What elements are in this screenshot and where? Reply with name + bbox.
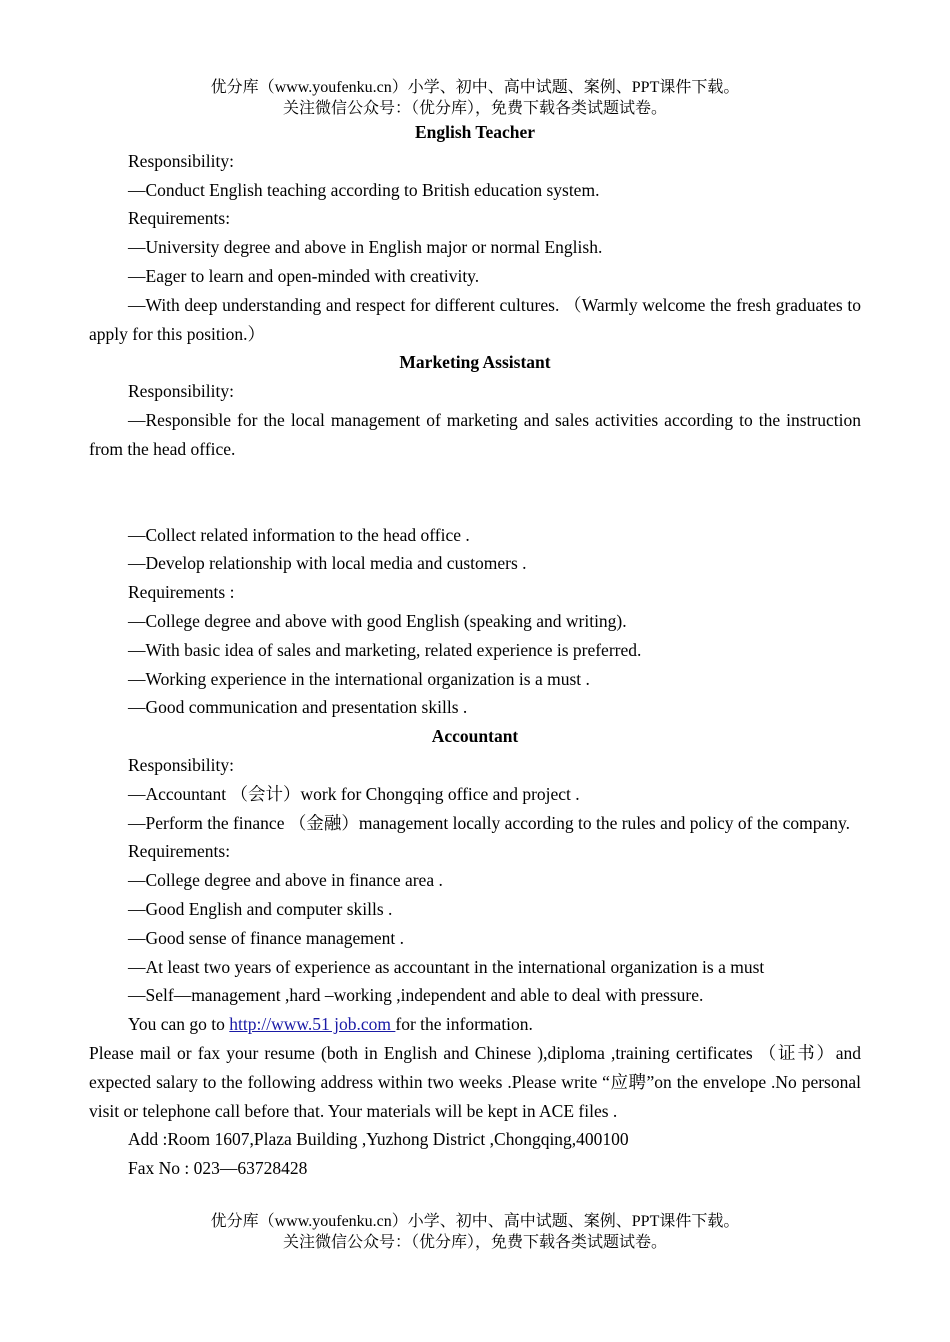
requirement-item: —Working experience in the international organization is a must .: [128, 668, 590, 689]
requirement-item: —With basic idea of sales and marketing, related experience is preferred.: [128, 639, 642, 660]
section-title-english-teacher: English Teacher: [414, 122, 536, 142]
blank-space: [89, 464, 861, 521]
requirement-item: —At least two years of experience as accountant in the international organization is a must: [128, 956, 765, 977]
requirement-item: —Good English and computer skills .: [128, 898, 393, 919]
requirements-label: Requirements:: [128, 208, 231, 229]
footer-line-2: 关注微信公众号：（优分库），免费下载各类试题试卷。: [282, 1234, 667, 1251]
requirement-item: —College degree and above with good English (speaking and writing).: [128, 610, 627, 631]
application-instructions: Please mail or fax your resume (both in English and Chinese ),diploma ,training certificates （证书）and expected salary to the following address within two weeks .Please write “应聘”on the envelope .No personal visit or telephone call before that. Your materials will be kept in ACE files .: [89, 1042, 861, 1121]
info-suffix: for the information.: [395, 1014, 533, 1035]
requirement-item: —Eager to learn and open-minded with creativity.: [128, 265, 480, 286]
page-footer: [0, 1211, 950, 1253]
requirement-item: —Self—management ,hard –working ,independent and able to deal with pressure.: [128, 985, 704, 1006]
responsibility-item: —Responsible for the local management of marketing and sales activities according to the instruction from the head office.: [89, 409, 861, 459]
info-link-line: [89, 1010, 861, 1039]
responsibility-item: —Collect related information to the head office .: [128, 524, 470, 545]
responsibility-item: —Perform the finance （金融）management locally according to the rules and policy of the company.: [128, 812, 850, 833]
responsibility-label: Responsibility:: [128, 754, 234, 775]
page-header: [0, 77, 950, 119]
website-link[interactable]: http://www.51 job.com: [229, 1014, 396, 1035]
responsibility-label: Responsibility:: [128, 150, 234, 171]
requirements-label: Requirements:: [128, 841, 231, 862]
responsibility-item: —Develop relationship with local media and customers .: [128, 553, 527, 574]
document-body: [89, 118, 861, 1183]
responsibility-item: —Conduct English teaching according to British education system.: [128, 179, 600, 200]
footer-line-1: 优分库（www.youfenku.cn）小学、初中、高中试题、案例、PPT课件下载。: [210, 1213, 740, 1230]
responsibility-item: —Accountant （会计）work for Chongqing office and project .: [128, 783, 580, 804]
requirement-item: —Good communication and presentation skills .: [128, 697, 468, 718]
requirement-item: —Good sense of finance management .: [128, 927, 405, 948]
section-title-accountant: Accountant: [431, 726, 519, 747]
header-line-2: 关注微信公众号：（优分库），免费下载各类试题试卷。: [282, 100, 667, 117]
fax-number: Fax No : 023—63728428: [128, 1158, 308, 1179]
info-prefix: You can go to: [128, 1014, 230, 1035]
requirement-item: —With deep understanding and respect for different cultures. （Warmly welcome the fresh graduates to apply for this position.）: [89, 294, 861, 344]
header-line-1: 优分库（www.youfenku.cn）小学、初中、高中试题、案例、PPT课件下载。: [210, 79, 740, 96]
address: Add :Room 1607,Plaza Building ,Yuzhong District ,Chongqing,400100: [128, 1129, 629, 1150]
section-title-marketing-assistant: Marketing Assistant: [399, 352, 551, 373]
requirement-item: —University degree and above in English major or normal English.: [128, 237, 603, 258]
requirement-item: —College degree and above in finance area .: [128, 870, 443, 891]
requirements-label: Requirements :: [128, 582, 235, 603]
responsibility-label: Responsibility:: [128, 381, 234, 402]
